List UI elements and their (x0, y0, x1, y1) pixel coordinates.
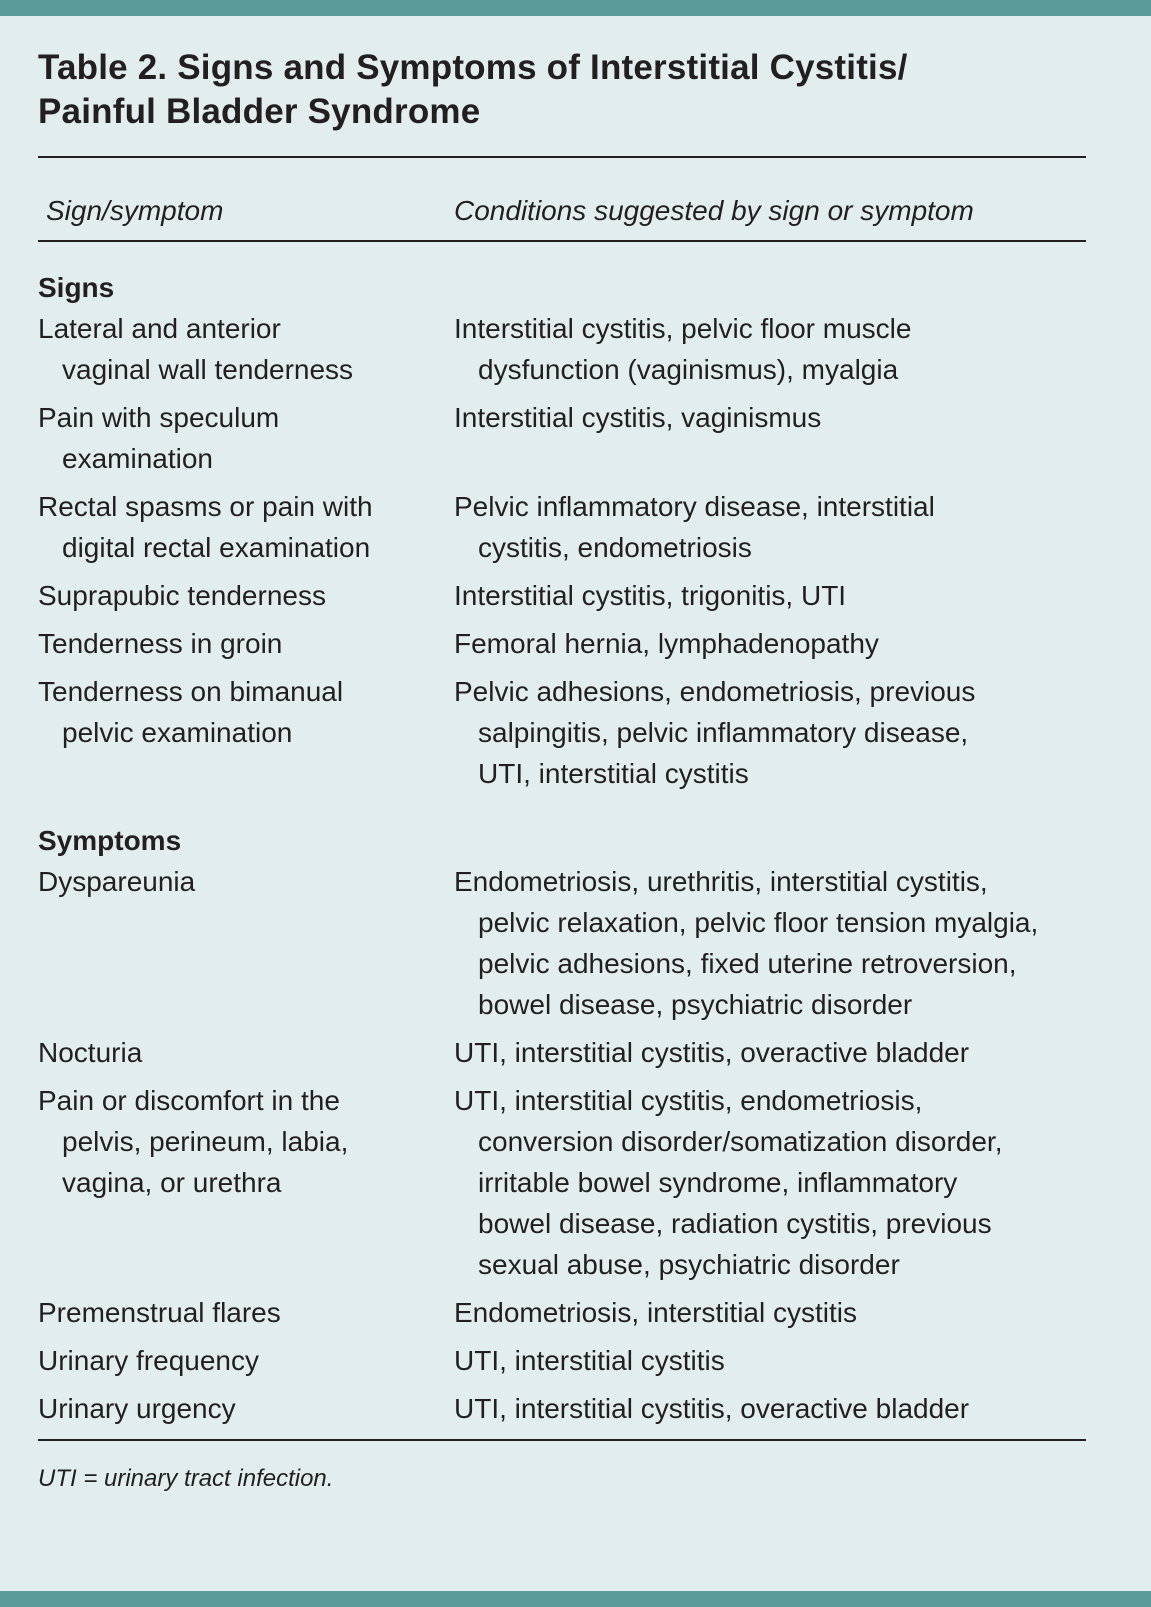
table-row (38, 575, 1086, 623)
table-row (38, 623, 1086, 671)
conditions-line: UTI, interstitial cystitis (454, 1345, 725, 1376)
conditions-line: UTI, interstitial cystitis (478, 758, 749, 789)
sign-cell (38, 1080, 454, 1285)
conditions-line: Pelvic adhesions, endometriosis, previous (454, 676, 976, 707)
sign-cell (38, 861, 454, 1025)
sign-line: Nocturia (38, 1037, 143, 1068)
table-row (38, 1388, 1086, 1436)
table-body (38, 242, 1086, 1436)
sign-cell (38, 1032, 454, 1073)
sign-line: digital rectal examination (62, 532, 371, 563)
header-conditions: Conditions suggested by sign or symptom (454, 195, 974, 226)
conditions-line: cystitis, endometriosis (478, 532, 752, 563)
top-band (0, 0, 1151, 16)
footnote: UTI = urinary tract infection. (38, 1465, 334, 1492)
header-sign: Sign/symptom (46, 195, 224, 226)
conditions-line: salpingitis, pelvic inflammatory disease, (478, 717, 969, 748)
conditions-line: pelvic adhesions, fixed uterine retroversion, (478, 948, 1017, 979)
table-row (38, 861, 1086, 1032)
conditions-line: irritable bowel syndrome, inflammatory (478, 1167, 958, 1198)
sign-cell (38, 575, 454, 616)
sign-cell (38, 486, 454, 568)
sign-cell (38, 623, 454, 664)
conditions-cell (454, 1388, 1086, 1429)
sign-line: Urinary frequency (38, 1345, 259, 1376)
bottom-band (0, 1591, 1151, 1607)
conditions-cell (454, 1080, 1086, 1285)
conditions-line: Femoral hernia, lymphadenopathy (454, 628, 879, 659)
conditions-line: UTI, interstitial cystitis, endometriosis, (454, 1085, 923, 1116)
conditions-cell (454, 623, 1086, 664)
sign-cell (38, 1388, 454, 1429)
conditions-line: Endometriosis, interstitial cystitis (454, 1297, 858, 1328)
sign-line: Dyspareunia (38, 866, 196, 897)
conditions-cell (454, 861, 1086, 1025)
sign-line: Lateral and anterior (38, 313, 281, 344)
conditions-cell (454, 575, 1086, 616)
sign-cell (38, 671, 454, 794)
sign-line: Pain with speculum (38, 402, 280, 433)
conditions-line: Endometriosis, urethritis, interstitial cystitis, (454, 866, 988, 897)
sign-line: Tenderness on bimanual (38, 676, 344, 707)
sign-line: Tenderness in groin (38, 628, 283, 659)
conditions-line: Interstitial cystitis, pelvic floor muscle (454, 313, 912, 344)
section-heading: Symptoms (38, 825, 182, 856)
conditions-cell (454, 1340, 1086, 1381)
conditions-line: UTI, interstitial cystitis, overactive bladder (454, 1393, 970, 1424)
sign-line: Rectal spasms or pain with (38, 491, 373, 522)
sign-line: examination (62, 443, 213, 474)
sign-line: vaginal wall tenderness (62, 354, 354, 385)
conditions-line: dysfunction (vaginismus), myalgia (478, 354, 899, 385)
sign-cell (38, 1292, 454, 1333)
table-container (38, 46, 1086, 1495)
sign-cell (38, 308, 454, 390)
table-title (38, 46, 1086, 134)
column-headers (38, 158, 1086, 240)
conditions-line: bowel disease, psychiatric disorder (478, 989, 913, 1020)
table-row (38, 1080, 1086, 1292)
table-row (38, 397, 1086, 486)
title-line: Painful Bladder Syndrome (38, 92, 481, 131)
table-row (38, 1292, 1086, 1340)
conditions-line: Pelvic inflammatory disease, interstitial (454, 491, 935, 522)
conditions-line: pelvic relaxation, pelvic floor tension myalgia, (478, 907, 1039, 938)
sign-cell (38, 1340, 454, 1381)
table-row (38, 486, 1086, 575)
conditions-cell (454, 308, 1086, 390)
conditions-line: bowel disease, radiation cystitis, previous (478, 1208, 992, 1239)
conditions-line: Interstitial cystitis, vaginismus (454, 402, 822, 433)
conditions-line: Interstitial cystitis, trigonitis, UTI (454, 580, 847, 611)
conditions-cell (454, 1032, 1086, 1073)
sign-line: Urinary urgency (38, 1393, 236, 1424)
conditions-line: conversion disorder/somatization disorder, (478, 1126, 1003, 1157)
sign-line: vagina, or urethra (62, 1167, 282, 1198)
conditions-cell (454, 671, 1086, 794)
section-heading: Signs (38, 272, 115, 303)
conditions-cell (454, 486, 1086, 568)
table-row (38, 1340, 1086, 1388)
conditions-cell (454, 1292, 1086, 1333)
sign-cell (38, 397, 454, 479)
table-row (38, 308, 1086, 397)
sign-line: Suprapubic tenderness (38, 580, 326, 611)
table-row (38, 1032, 1086, 1080)
sign-line: pelvic examination (62, 717, 293, 748)
conditions-cell (454, 397, 1086, 479)
table-row (38, 671, 1086, 801)
sign-line: pelvis, perineum, labia, (62, 1126, 349, 1157)
sign-line: Pain or discomfort in the (38, 1085, 340, 1116)
sign-line: Premenstrual flares (38, 1297, 281, 1328)
conditions-line: sexual abuse, psychiatric disorder (478, 1249, 900, 1280)
title-line: Table 2. Signs and Symptoms of Interstitial Cystitis/ (38, 48, 908, 87)
conditions-line: UTI, interstitial cystitis, overactive bladder (454, 1037, 970, 1068)
